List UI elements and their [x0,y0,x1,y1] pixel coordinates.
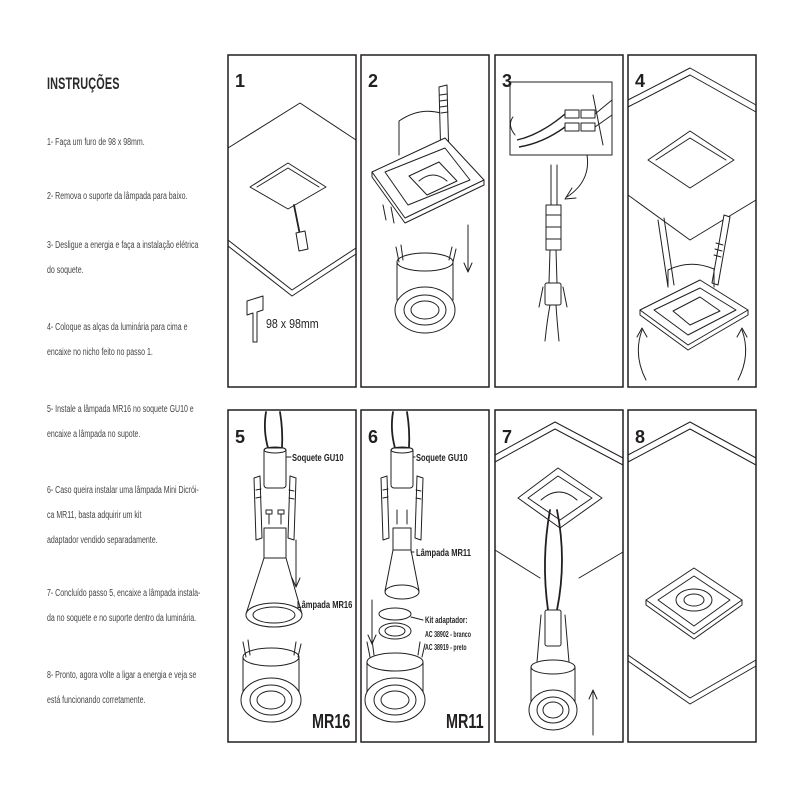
cable [551,165,557,205]
clip-hatching [256,489,294,499]
step-number: 1 [235,71,246,91]
cable [392,412,409,448]
holder-top [531,660,575,674]
step-number: 3 [502,71,513,91]
panel-8 [628,410,756,742]
wire-connector [581,110,595,118]
cable [545,305,559,341]
clip-strap [415,476,423,540]
clip-strap [288,476,296,540]
spring-clip [658,218,674,287]
ceiling-bottom-edge [495,550,623,578]
lamp-base [264,528,286,558]
mr16-lamp [246,528,302,627]
model-label: MR16 [312,709,351,733]
instruction-line: do soquete. [47,265,84,276]
ceiling-top-edge [628,68,756,105]
holder-clips [367,640,425,657]
ceiling-bottom-edge [628,195,756,240]
arrow-head [637,328,647,337]
instruction-line: 2- Remova o suporte da lâmpada para baixo. [47,191,188,202]
ceiling-thickness-edge [228,246,356,296]
ceiling-top-edge [495,422,623,458]
cable [545,510,562,610]
lamp-label: Lâmpada MR11 [416,546,471,559]
panel-7 [495,410,623,742]
arrow-curved-icon [637,328,647,380]
instruction-line: 6- Caso queira instalar uma lâmpada Mini Dicrói- [47,485,199,496]
gu10-pin-head [278,510,284,514]
wire-connector [565,110,579,118]
adapter-ring [379,608,411,620]
kit-item: AC 38919 - preto [425,643,467,653]
saw-blade [294,205,300,235]
arrow-up-icon [589,690,597,735]
step-number: 4 [635,71,646,91]
lamp-holder [529,660,577,730]
ceiling-top-edge [628,422,756,458]
page-title: INSTRUÇÕES [47,74,120,93]
ceiling-hole [648,131,734,188]
dimension-icon [247,296,263,342]
arrow-shaft [738,330,746,380]
arrow-down-icon [368,600,376,644]
ceiling-hole [250,163,326,209]
gu10-pin-head [266,510,272,514]
saw-icon [294,205,308,251]
arrow-down-icon [292,540,300,587]
lamp-holder [241,640,301,722]
socket-label: Soquete GU10 [292,451,344,464]
step-number: 5 [235,427,246,447]
wire-connector [581,123,595,131]
panel-1 [228,55,356,387]
cable [265,412,282,448]
spring-clip [383,205,394,223]
instruction-line: adaptador vendido separadamente. [47,535,158,546]
socket [264,448,286,488]
clip-strap [254,476,262,540]
arrow-head [737,328,747,337]
instruction-line: ca MR11, basta adquirir um kit [47,510,142,521]
ceiling-thickness-edge [495,429,623,465]
holder-top [367,653,423,671]
arrow-curved-icon [737,328,747,380]
kit-item: AC 38902 - branco [425,630,471,640]
hole-depth-line [257,168,319,187]
instruction-line: está funcionando corretamente. [47,695,146,706]
lamp-holder [365,640,425,722]
luminaire-frame [646,568,742,634]
panel-2 [361,55,489,387]
step-number: 2 [368,71,379,91]
holder-top [397,253,453,271]
panel-border [228,55,356,387]
socket [391,448,413,488]
adapter-ring [379,623,411,639]
adapter-kit [379,608,411,639]
ceiling-bottom-edge [228,240,356,290]
clip-strap [381,476,389,540]
adapter-ring-inner [385,626,405,636]
detail-inset [510,82,612,155]
mr11-lamp [385,528,419,599]
ceiling-thickness-edge [628,661,756,704]
kit-title: Kit adaptador: [425,614,468,626]
step-number: 8 [635,427,646,447]
socket-label: Soquete GU10 [416,451,468,464]
model-label: MR11 [446,709,484,733]
hole-depth-line [656,138,726,160]
wire [593,95,612,145]
instruction-line: encaixe a lâmpada no supote. [47,429,141,440]
socket [545,283,561,305]
label-leader [411,617,423,620]
lamp-label: Lâmpada MR16 [297,598,353,611]
panel-border [361,55,489,387]
instruction-line: 3- Desligue a energia e faça a instalação elétrica [47,240,199,251]
panel-6 [361,410,489,742]
holder-top [243,648,299,666]
socket [545,610,561,646]
arrow-curved-icon [565,155,588,199]
step-number: 7 [502,427,513,447]
housing-top [668,264,714,287]
instruction-line: 1- Faça um furo de 98 x 98mm. [47,137,145,148]
clip-hatching [383,489,421,499]
panel-3 [495,55,623,387]
instruction-line: 8- Pronto, agora volte a ligar a energia e veja se [47,670,197,681]
ceiling-thickness-edge [628,75,756,112]
saw-handle [296,231,308,251]
hole-dimension-label: 98 x 98mm [266,315,319,332]
arrow-down-icon [464,225,472,272]
arrow-shaft [638,330,646,380]
wire [510,117,515,135]
instruction-line: encaixe no nicho feito no passo 1. [47,347,153,358]
lamp-face [385,585,419,599]
cable [549,250,557,283]
gu10-pins [397,510,407,524]
panel-4 [628,55,756,387]
ceiling-top-edge [228,103,356,148]
holder-ring [529,690,577,730]
wire [517,114,565,140]
instruction-line: 5- Instale a lâmpada MR16 no soquete GU10 e [47,404,194,415]
wire-connector [565,123,579,131]
instruction-line: 4- Coloque as alças da luminária para cima e [47,322,188,333]
instruction-line: da no soquete e no suporte dentro da luminária. [47,613,197,624]
step-number: 6 [368,427,379,447]
lamp-holder [395,245,456,333]
lamp-base [393,528,411,550]
panel-5 [228,410,356,742]
instruction-line: 7- Concluído passo 5, encaixe a lâmpada instala- [47,588,201,599]
